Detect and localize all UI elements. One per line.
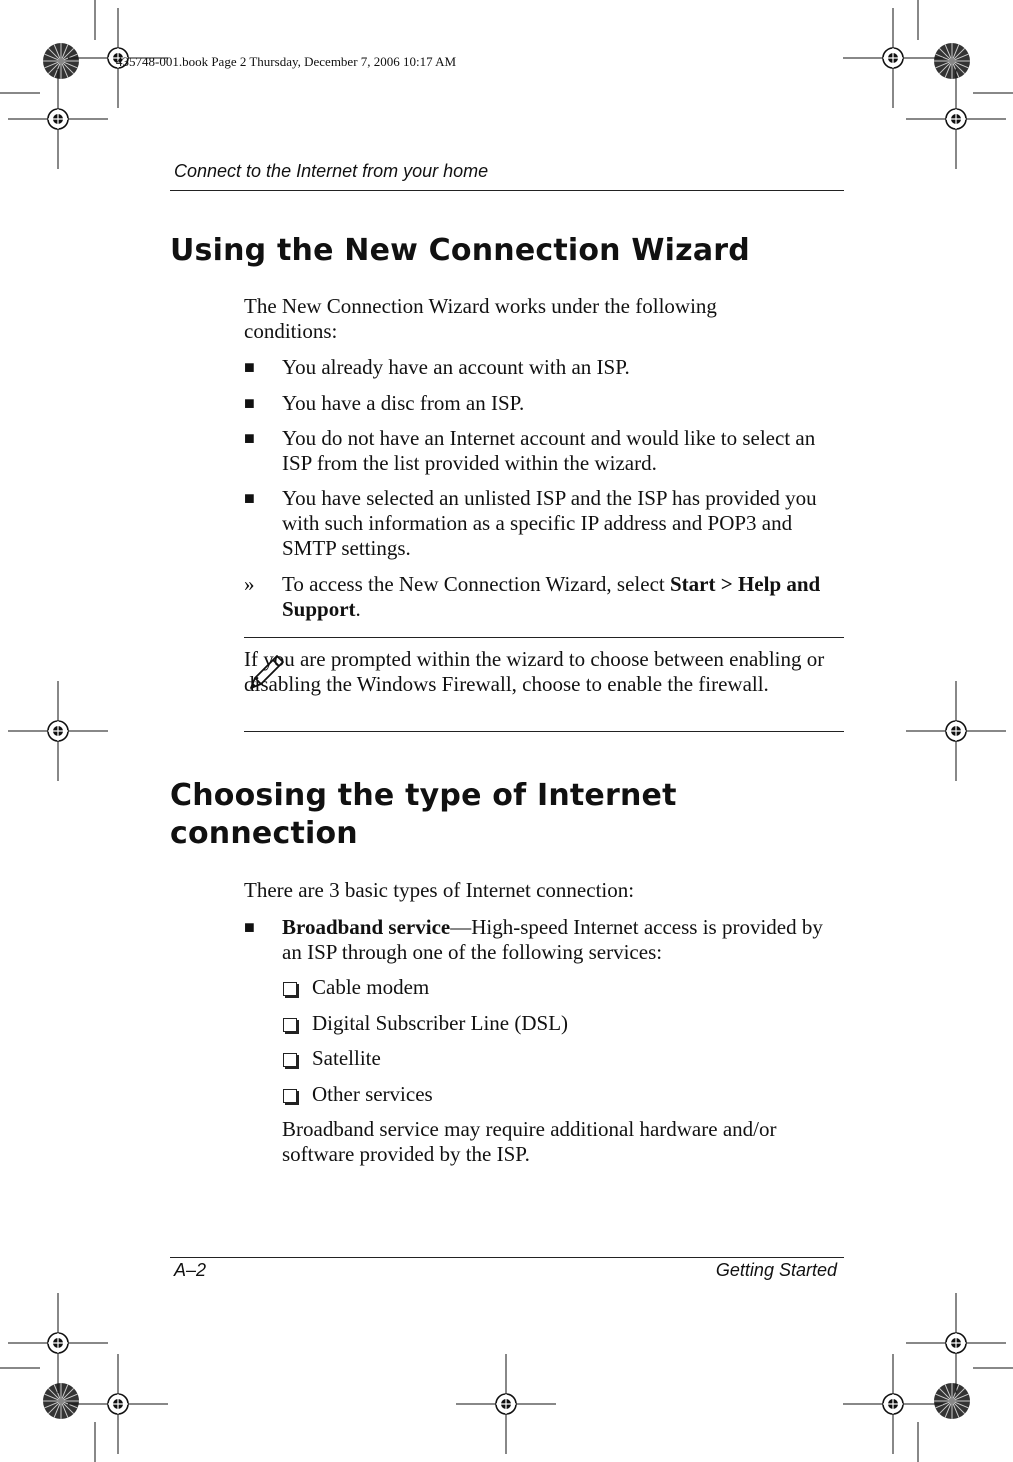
menu-path: Start > Help and Support (282, 572, 821, 621)
section-heading-wizard: Using the New Connection Wizard (170, 233, 750, 268)
wizard-condition-2: You have a disc from an ISP. (282, 391, 525, 415)
broadband-closing: Broadband service may require additional hardware and/or software provided by the ISP. (282, 1117, 777, 1166)
wizard-intro: The New Connection Wizard works under the following conditions: (244, 294, 717, 343)
step-marker: » (244, 572, 255, 596)
book-title: Getting Started (715, 1260, 837, 1280)
checkbox-bullet (283, 1018, 297, 1032)
bullet-marker: ■ (244, 488, 255, 508)
wizard-condition-4: You have selected an unlisted ISP and the ISP has provided you with such information as a specific IP address and POP3 and SMTP settings. (282, 486, 817, 560)
section-heading-connection-type: Choosing the type of Internet connection (170, 778, 677, 851)
connection-intro: There are 3 basic types of Internet connection: (244, 878, 635, 902)
checkbox-bullet (283, 982, 297, 996)
registration-star-bottom-right (934, 1383, 970, 1419)
registration-star-top-right (934, 43, 970, 79)
subitem-satellite: Satellite (312, 1046, 381, 1070)
note-bottom-rule (244, 731, 844, 732)
registration-star-top-left (43, 43, 79, 79)
checkbox-bullet (283, 1053, 297, 1067)
print-slug: 435748-001.book Page 2 Thursday, December 7, 2006 10:17 AM (116, 54, 457, 69)
page-number: A–2 (174, 1260, 207, 1280)
bullet-marker: ■ (244, 917, 255, 937)
subitem-dsl: Digital Subscriber Line (DSL) (312, 1011, 569, 1035)
footer-rule (170, 1257, 844, 1258)
firewall-note: If you are prompted within the wizard to choose between enabling or disabling the Windows Firewall, choose to enable the firewall. (244, 647, 825, 696)
wizard-condition-1: You already have an account with an ISP. (282, 355, 630, 379)
registration-star-bottom-left (43, 1383, 79, 1419)
checkbox-bullet (283, 1089, 297, 1103)
header-rule (170, 190, 844, 191)
note-top-rule (244, 637, 844, 638)
bullet-marker: ■ (244, 393, 255, 413)
bullet-marker: ■ (244, 357, 255, 377)
broadband-item: Broadband service—High-speed Internet access is provided by an ISP through one of the following services: (282, 915, 823, 964)
wizard-access-step: To access the New Connection Wizard, select Start > Help and Support. (282, 572, 821, 621)
running-head: Connect to the Internet from your home (174, 161, 489, 181)
subitem-other: Other services (312, 1082, 433, 1106)
bullet-marker: ■ (244, 428, 255, 448)
subitem-cable-modem: Cable modem (312, 975, 430, 999)
wizard-condition-3: You do not have an Internet account and would like to select an ISP from the list provided within the wizard. (282, 426, 816, 475)
